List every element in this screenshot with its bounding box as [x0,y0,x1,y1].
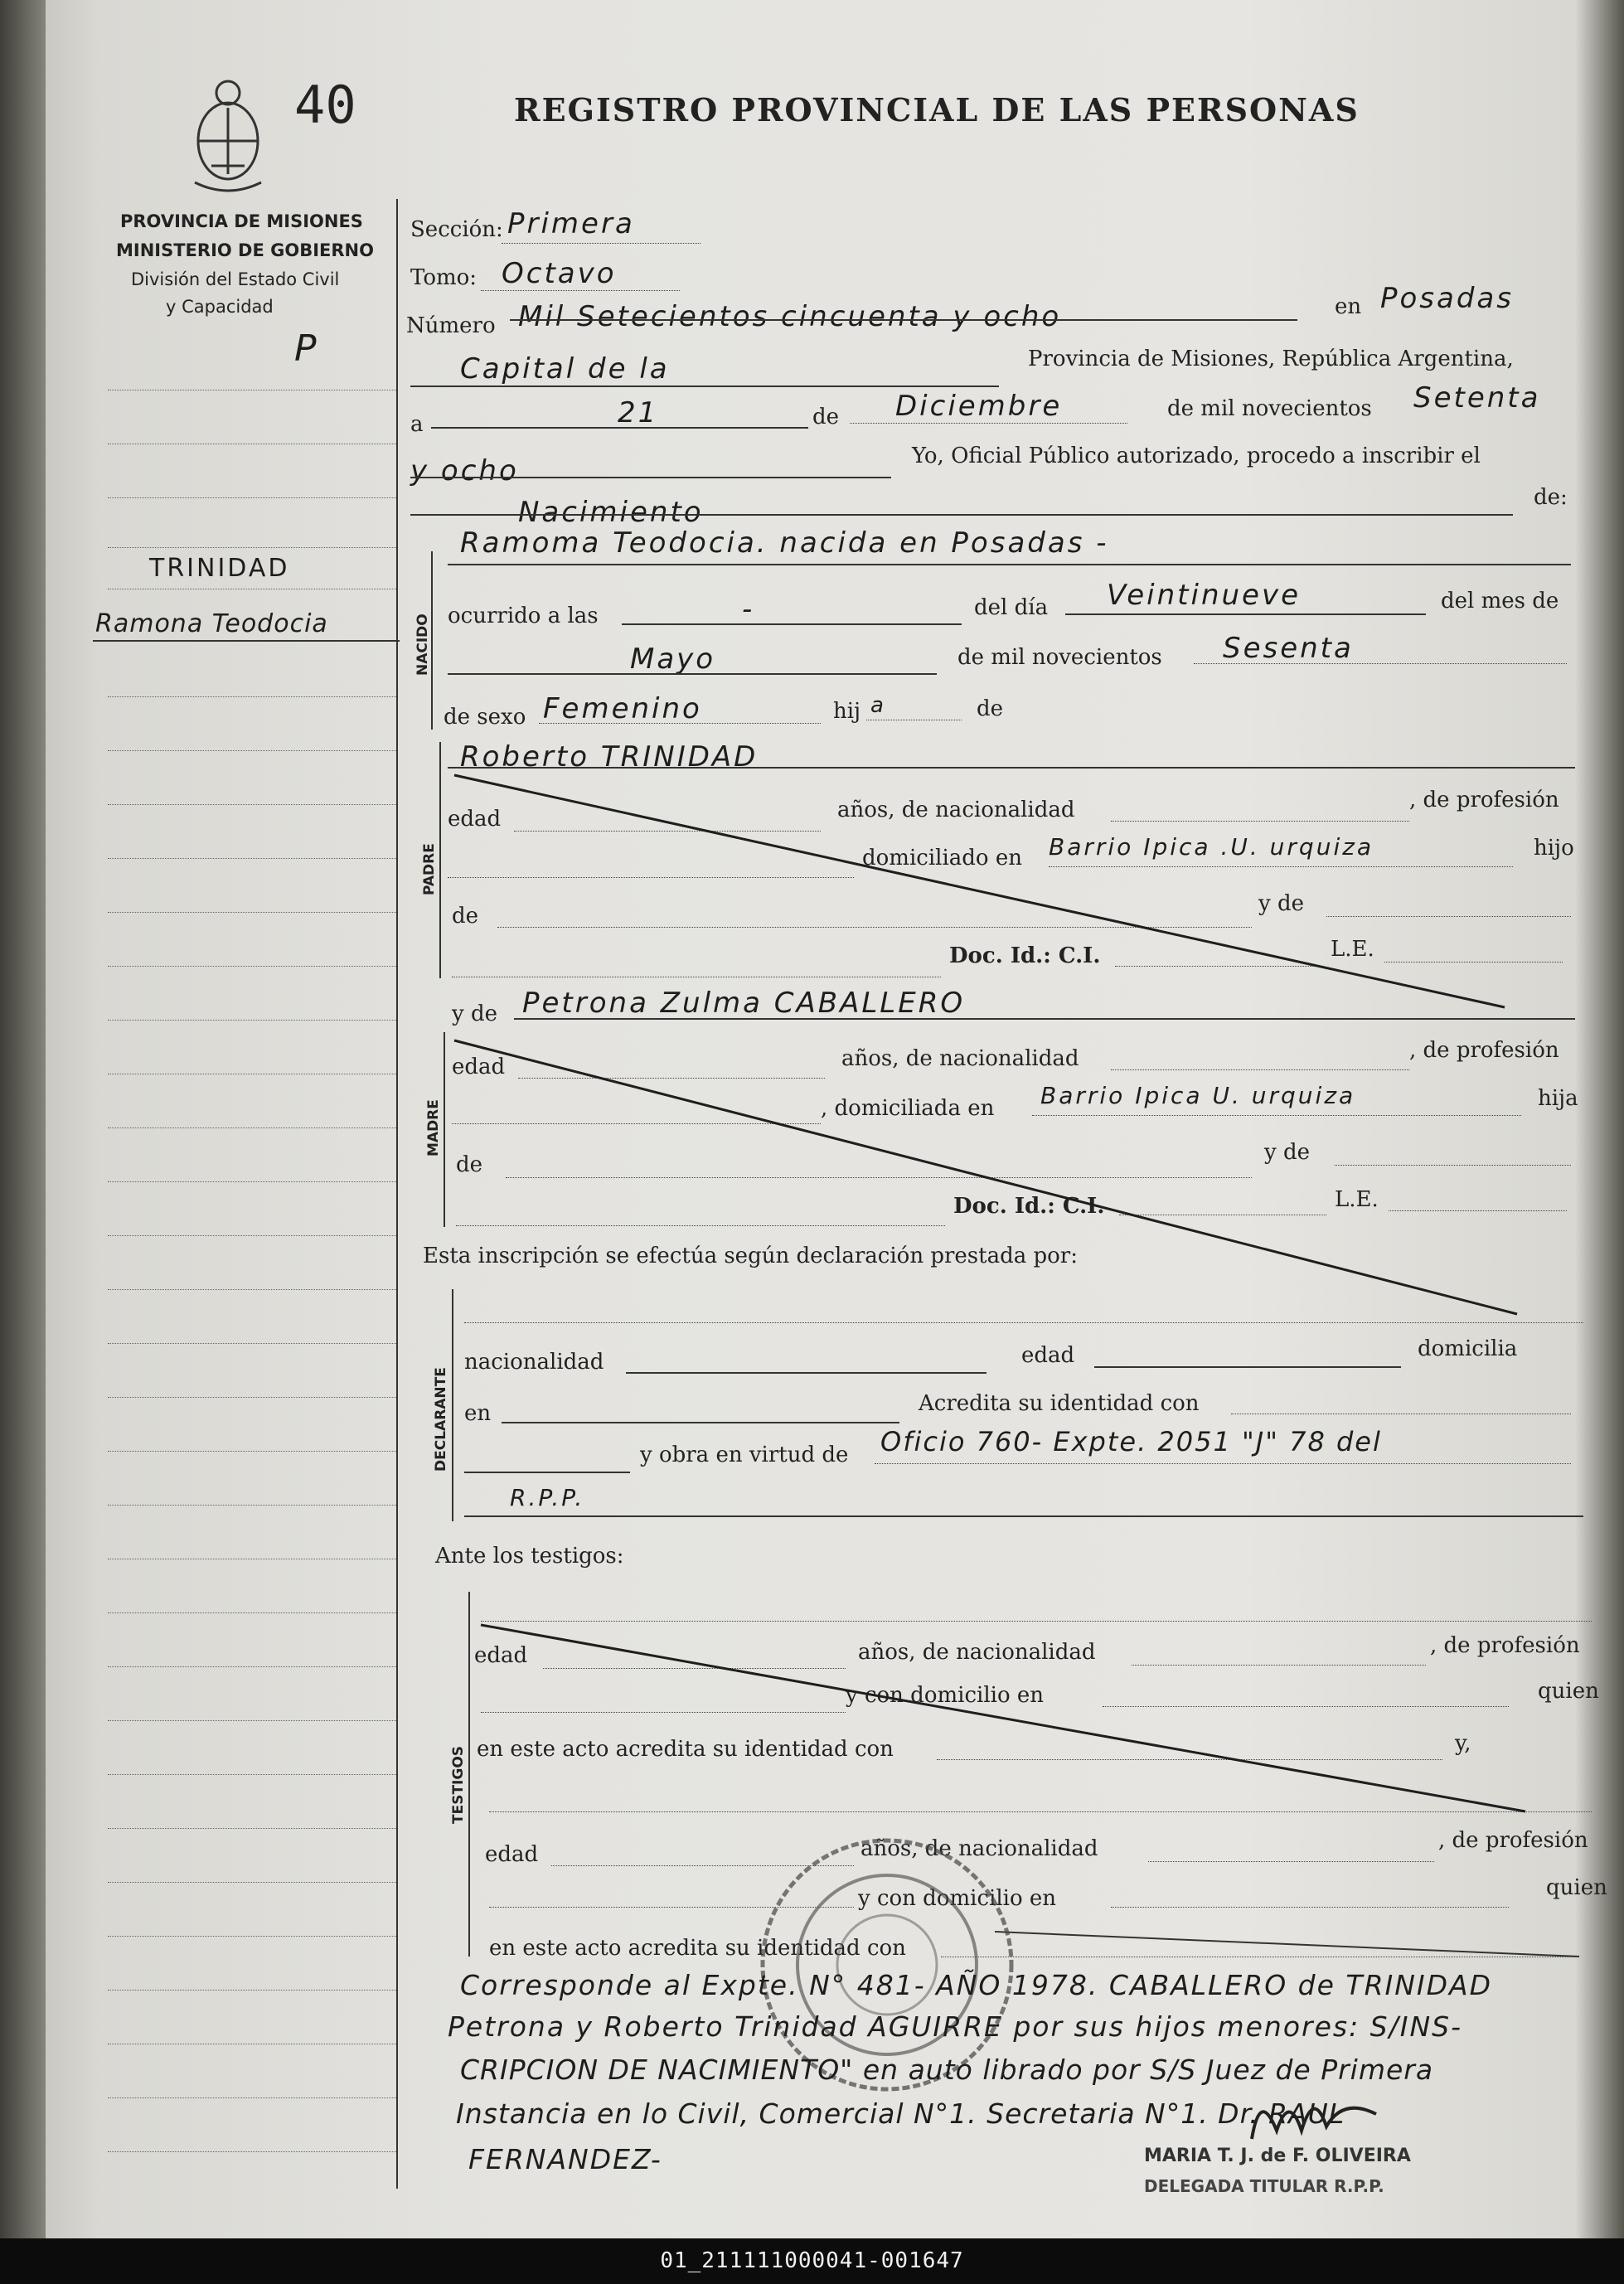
a-label: a [410,412,424,437]
side-label-nacido: NACIDO [414,613,431,676]
decl-obra-label: y obra en virtud de [640,1443,849,1467]
numero-label: Número [406,313,496,338]
padre-domicilio-value: Barrio Ipica .U. urquiza [1049,833,1374,861]
yo-label: Yo, Oficial Público autorizado, procedo a inscribir el [912,444,1481,468]
de-label: de [812,405,840,429]
padre-value: Roberto TRINIDAD [460,740,759,773]
nota-line-3: CRIPCION DE NACIMIENTO" en auto librado por S/S Juez de Primera [460,2054,1434,2086]
madre-y-de-label: y de [1264,1140,1310,1165]
cancel-line-madre [454,1040,1517,1314]
ocurrido-label: ocurrido a las [448,604,599,628]
nota-line-1: Corresponde al Expte. N° 481- AÑO 1978. CABALLERO de TRINIDAD [460,1969,1493,2001]
agency-line-2: MINISTERIO DE GOBIERNO [116,240,374,260]
nota-line-4: Instancia en lo Civil, Comercial N°1. Secretaria N°1. Dr. RAUL [456,2097,1345,2130]
de-colon-label: de: [1534,485,1568,510]
side-label-madre: MADRE [425,1099,442,1157]
de-mil-2-label: de mil novecientos [957,645,1162,670]
decl-domicilia-label: domicilia [1418,1336,1518,1361]
t1-quien-label: quien [1538,1679,1599,1704]
tomo-value: Octavo [502,257,617,290]
de-mil-label: de mil novecientos [1167,396,1372,421]
decl-acredita-label: Acredita su identidad con [919,1391,1200,1416]
madre-value: Petrona Zulma CABALLERO [522,987,966,1020]
obra-value: Oficio 760- Expte. 2051 "J" 78 del [880,1426,1382,1457]
sexo-label: de sexo [444,705,526,730]
padre-edad-label: edad [448,807,502,832]
padre-le-label: L.E. [1331,937,1374,962]
obra-cont-value: R.P.P. [510,1484,585,1511]
numero-value: Mil Setecientos cincuenta y ocho [518,300,1062,333]
t1-acto-label: en este acto acredita su identidad con [477,1737,894,1762]
madre-hija-label: hija [1538,1086,1578,1111]
padre-profesion-label: , de profesión [1409,788,1559,812]
page-title: REGISTRO PROVINCIAL DE LAS PERSONAS [514,91,1360,129]
signature-stamp-title: DELEGADA TITULAR R.P.P. [1144,2176,1384,2196]
decl-edad-label: edad [1021,1343,1075,1368]
seccion-value: Primera [507,207,635,240]
signature [1243,2081,1384,2155]
signature-stamp-name: MARIA T. J. de F. OLIVEIRA [1144,2146,1411,2166]
madre-edad-label: edad [452,1055,506,1079]
t1-anos-label: años, de nacionalidad [858,1640,1096,1665]
padre-y-de-label: y de [1258,891,1304,916]
margin-given-name: Ramona Teodocia [95,609,328,638]
agency-line-4: y Capacidad [166,297,274,317]
madre-domicilio-value: Barrio Ipica U. urquiza [1040,1082,1356,1109]
t2-domicilio-label: y con domicilio en [858,1886,1057,1911]
del-dia-label: del día [974,595,1049,620]
mes-value: Diciembre [895,390,1063,423]
mes-nac-value: Mayo [630,643,716,676]
t2-edad-label: edad [485,1842,539,1867]
t1-y-label: y, [1455,1731,1471,1756]
page-number: 40 [294,75,356,135]
madre-domicilio-label: , domiciliada en [821,1096,995,1121]
sexo-value: Femenino [543,692,702,725]
cancel-line-testigos [481,1625,1525,1811]
nombre-value: Ramoma Teodocia. nacida en Posadas - [460,526,1109,560]
cancel-line-padre [454,775,1505,1007]
madre-le-label: L.E. [1335,1187,1379,1212]
nota-line-5: FERNANDEZ- [468,2143,662,2175]
tomo-label: Tomo: [410,265,478,290]
t2-acto-label: en este acto acredita su identidad con [489,1936,906,1961]
madre-profesion-label: , de profesión [1409,1038,1559,1063]
cancel-line-testigo2 [995,1932,1579,1957]
y-de-madre-label: y de [452,1001,497,1026]
margin-mark: P [294,327,319,370]
t2-profesion-label: , de profesión [1438,1828,1588,1853]
padre-anos-label: años, de nacionalidad [837,798,1075,822]
lugar-value: Posadas [1380,282,1514,315]
provincia-label: Provincia de Misiones, República Argentina, [1028,347,1514,371]
acto-value: Nacimiento [518,496,704,529]
dia-value: 21 [618,396,659,429]
hij-suffix: a [870,693,886,718]
ante-testigos-label: Ante los testigos: [435,1544,624,1569]
madre-anos-label: años, de nacionalidad [841,1046,1079,1071]
de-2-label: de [977,696,1004,721]
t1-domicilio-label: y con domicilio en [846,1683,1045,1708]
t1-edad-label: edad [474,1643,528,1668]
padre-hijo-label: hijo [1534,836,1574,861]
footer-id: 01_211111000041-001647 [0,2238,1624,2284]
anio1-value: Setenta [1413,381,1541,415]
padre-domicilio-label: domiciliado en [862,846,1022,870]
decl-nacionalidad-label: nacionalidad [464,1350,604,1375]
hij-label: hij [833,699,861,724]
side-label-padre: PADRE [421,843,438,895]
esta-inscripcion-label: Esta inscripción se efectúa según declaración prestada por: [423,1244,1078,1268]
side-label-testigos: TESTIGOS [450,1745,467,1824]
anio-nac-value: Sesenta [1223,632,1354,665]
nota-line-2: Petrona y Roberto Trinidad AGUIRRE por sus hijos menores: S/INS- [448,2010,1463,2043]
madre-doc-label: Doc. Id.: C.I. [953,1194,1105,1219]
decl-en-label: en [464,1401,492,1426]
capital-value: Capital de la [460,352,670,386]
t1-profesion-label: , de profesión [1430,1633,1580,1658]
anio2-value: y ocho [410,454,519,487]
en-label: en [1335,294,1362,319]
t2-quien-label: quien [1546,1875,1607,1900]
seccion-label: Sección: [410,217,503,242]
hora-value: - [742,593,755,626]
madre-de-label: de [456,1152,483,1177]
agency-line-1: PROVINCIA DE MISIONES [120,211,363,231]
side-label-declarante: DECLARANTE [433,1367,449,1472]
agency-line-3: División del Estado Civil [131,269,340,289]
padre-doc-label: Doc. Id.: C.I. [949,943,1101,968]
t2-anos-label: años, de nacionalidad [860,1836,1098,1861]
padre-de-label: de [452,904,479,929]
dia-nac-value: Veintinueve [1107,579,1302,612]
del-mes-label: del mes de [1441,589,1559,613]
margin-surname: TRINIDAD [149,554,290,583]
